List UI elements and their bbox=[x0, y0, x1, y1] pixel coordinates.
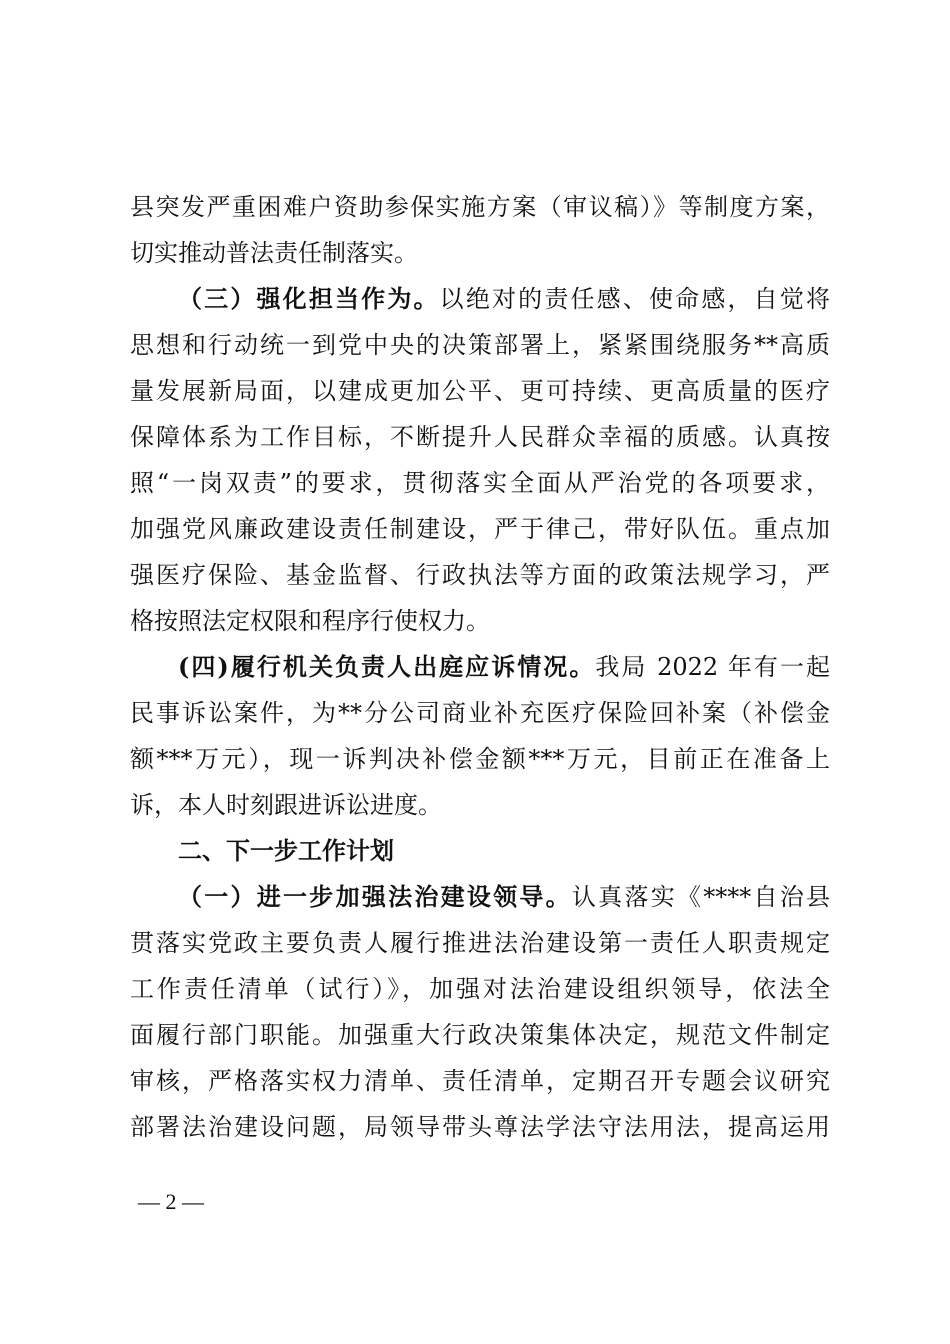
text-line: 部署法治建设问题，局领导带头尊法学法守法用法，提高运用 bbox=[130, 1113, 830, 1141]
page-number: — 2 — bbox=[138, 1189, 204, 1214]
text-line: 切实推动普法责任制落实。 bbox=[130, 239, 418, 267]
text-line: 民事诉讼案件，为**分公司商业补充医疗保险回补案（补偿金 bbox=[130, 699, 830, 727]
section-3-text: 以绝对的责任感、使命感，自觉将 bbox=[439, 285, 831, 313]
part-2-heading: 二、下一步工作计划 bbox=[178, 837, 394, 865]
section-4-text: 我局 2022 年有一起 bbox=[595, 653, 830, 681]
document-body bbox=[130, 184, 830, 1150]
text-line: 格按照法定权限和程序行使权力。 bbox=[130, 607, 490, 635]
text-line: 诉，本人时刻跟进诉讼进度。 bbox=[130, 791, 442, 819]
text-line: 面履行部门职能。加强重大行政决策集体决定，规范文件制定 bbox=[130, 1021, 830, 1049]
text-line: 保障体系为工作目标，不断提升人民群众幸福的质感。认真按 bbox=[130, 423, 830, 451]
text-line: 思想和行动统一到党中央的决策部署上，紧紧围绕服务**高质 bbox=[130, 331, 830, 359]
text-line: 工作责任清单（试行）》，加强对法治建设组织领导，依法全 bbox=[130, 975, 830, 1003]
item-1-text: 认真落实《****自治县 bbox=[571, 883, 831, 911]
section-4-first-line bbox=[130, 644, 830, 690]
text-line: 审核，严格落实权力清单、责任清单，定期召开专题会议研究 bbox=[130, 1067, 830, 1095]
item-1-title: （一）进一步加强法治建设领导。 bbox=[178, 882, 572, 911]
section-3-title: （三）强化担当作为。 bbox=[178, 284, 440, 313]
text-line: 县突发严重困难户资助参保实施方案（审议稿）》等制度方案， bbox=[130, 193, 830, 221]
text-line: 量发展新局面，以建成更加公平、更可持续、更高质量的医疗 bbox=[130, 377, 830, 405]
text-line: 强医疗保险、基金监督、行政执法等方面的政策法规学习，严 bbox=[130, 561, 830, 589]
text-line: 贯落实党政主要负责人履行推进法治建设第一责任人职责规定 bbox=[130, 929, 830, 957]
text-line: 加强党风廉政建设责任制建设，严于律己，带好队伍。重点加 bbox=[130, 515, 830, 543]
item-1-first-line bbox=[130, 874, 830, 920]
text-line: 照“一岗双责”的要求，贯彻落实全面从严治党的各项要求， bbox=[130, 469, 830, 497]
section-3-first-line bbox=[130, 276, 830, 322]
text-line: 额***万元），现一诉判决补偿金额***万元，目前正在准备上 bbox=[130, 745, 830, 773]
section-4-title: (四)履行机关负责人出庭应诉情况。 bbox=[178, 652, 596, 681]
